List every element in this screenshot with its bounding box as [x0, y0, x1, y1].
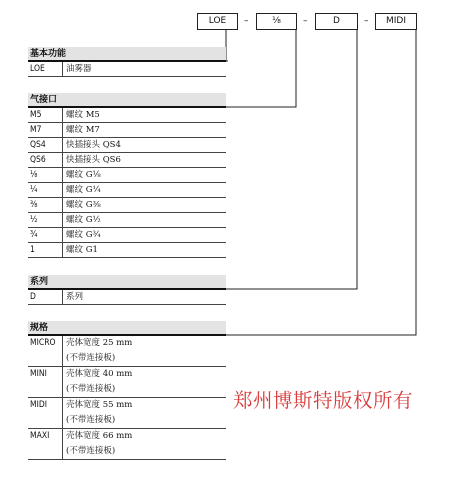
connector-connection	[226, 30, 296, 107]
code-box-function: LOE	[197, 13, 238, 30]
code-box-series: D	[315, 13, 358, 30]
desc-cell: 螺纹 G⅜	[66, 200, 101, 210]
table-row	[28, 290, 226, 305]
table-row	[28, 153, 226, 168]
desc-cell	[63, 429, 226, 459]
code-cell: M7	[28, 123, 63, 137]
code-cell: ⅜	[28, 198, 63, 212]
code-cell: D	[28, 290, 63, 304]
code-cell: M5	[28, 108, 63, 122]
table-row	[28, 108, 226, 123]
connector-loe	[226, 30, 228, 61]
desc-cell: 系列	[66, 292, 84, 302]
desc-cell: 螺纹 G½	[66, 215, 101, 225]
watermark: 郑州博斯特版权所有	[233, 389, 414, 412]
table-row	[28, 336, 226, 367]
code-cell: ½	[28, 213, 63, 227]
table-basic-function	[28, 47, 226, 77]
table-row	[28, 138, 226, 153]
desc-line: 壳体宽度 40 mm	[66, 369, 133, 379]
table-series	[28, 275, 226, 305]
connector-series	[226, 30, 357, 289]
code-cell: LOE	[28, 62, 63, 76]
desc-cell	[63, 367, 226, 397]
code-cell: QS6	[28, 153, 63, 167]
desc-cell: 螺纹 M7	[66, 125, 100, 135]
desc-cell	[63, 336, 226, 366]
desc-cell: 螺纹 G¾	[66, 230, 101, 240]
code-separator: –	[364, 16, 369, 26]
table-row	[28, 198, 226, 213]
table-header: 系列	[28, 275, 226, 290]
table-row	[28, 123, 226, 138]
desc-cell: 螺纹 G1	[66, 245, 98, 255]
code-separator: –	[244, 16, 249, 26]
code-separator: –	[303, 16, 308, 26]
code-box-connection: ⅛	[256, 13, 297, 30]
code-cell: MINI	[28, 367, 63, 397]
desc-line: 壳体宽度 55 mm	[66, 400, 133, 410]
table-row	[28, 213, 226, 228]
code-cell: ⅛	[28, 168, 63, 182]
table-row	[28, 228, 226, 243]
table-size	[28, 321, 226, 460]
desc-line: (不带连接板)	[66, 445, 116, 456]
table-row	[28, 243, 226, 258]
table-header: 气接口	[28, 93, 226, 108]
table-row	[28, 62, 226, 77]
code-cell: 1	[28, 243, 63, 257]
desc-cell	[63, 398, 226, 428]
code-cell: MICRO	[28, 336, 63, 366]
code-cell: MIDI	[28, 398, 63, 428]
table-header: 基本功能	[28, 47, 226, 62]
table-header: 规格	[28, 321, 226, 336]
desc-line: (不带连接板)	[66, 414, 116, 425]
code-box-size: MIDI	[375, 13, 417, 30]
desc-line: 壳体宽度 25 mm	[66, 338, 133, 348]
code-cell: MAXI	[28, 429, 63, 459]
desc-cell: 快插接头 QS6	[66, 155, 121, 165]
table-pneumatic-connection	[28, 93, 226, 258]
desc-line: (不带连接板)	[66, 383, 116, 394]
desc-cell: 螺纹 G⅛	[66, 170, 101, 180]
desc-line: 壳体宽度 66 mm	[66, 431, 133, 441]
table-row	[28, 183, 226, 198]
desc-cell: 螺纹 G¼	[66, 185, 101, 195]
table-row	[28, 429, 226, 460]
table-row	[28, 398, 226, 429]
desc-cell: 油雾器	[66, 64, 92, 74]
desc-line: (不带连接板)	[66, 352, 116, 363]
desc-cell: 螺纹 M5	[66, 110, 100, 120]
table-row	[28, 168, 226, 183]
table-row	[28, 367, 226, 398]
code-cell: QS4	[28, 138, 63, 152]
code-cell: ¾	[28, 228, 63, 242]
code-cell: ¼	[28, 183, 63, 197]
desc-cell: 快插接头 QS4	[66, 140, 121, 150]
